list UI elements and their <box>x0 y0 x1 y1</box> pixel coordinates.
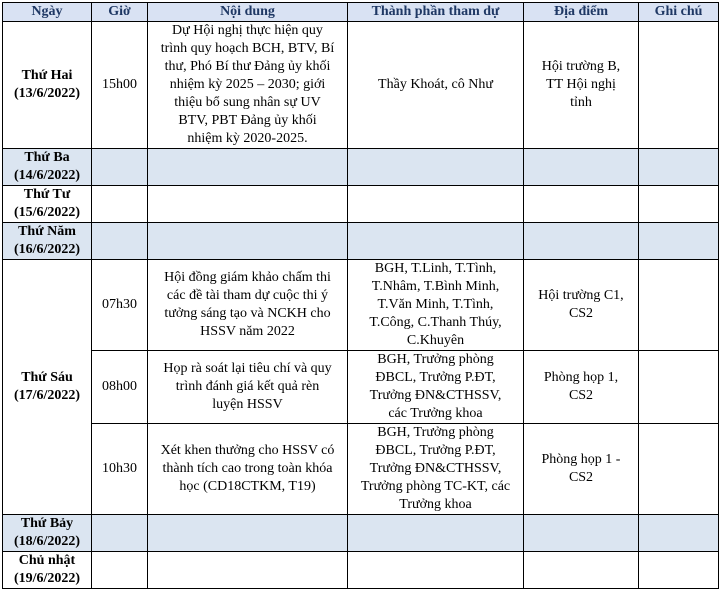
note-cell <box>639 260 719 351</box>
day-cell <box>3 223 92 260</box>
location-text: Phòng họp 1 - CS2 <box>541 452 621 485</box>
note-cell <box>639 424 719 515</box>
empty-cell <box>348 149 524 186</box>
table-row <box>3 552 719 589</box>
table-row <box>3 149 719 186</box>
empty-cell <box>524 149 639 186</box>
header-content: Nội dung <box>148 3 348 22</box>
empty-cell <box>92 186 148 223</box>
weekly-schedule-table <box>2 2 719 589</box>
table-row <box>3 424 719 515</box>
day-name: Chủ nhật <box>18 553 76 568</box>
header-day: Ngày <box>3 3 92 22</box>
time-cell: 15h00 <box>92 22 148 149</box>
header-time: Giờ <box>92 3 148 22</box>
location-cell <box>524 424 639 515</box>
note-cell <box>639 22 719 149</box>
day-name: Thứ Ba <box>24 150 70 165</box>
day-date: (19/6/2022) <box>13 571 81 586</box>
table-row <box>3 260 719 351</box>
empty-cell <box>524 223 639 260</box>
content-cell <box>148 22 348 149</box>
content-cell <box>148 351 348 424</box>
day-name: Thứ Hai <box>21 68 73 83</box>
time-cell: 07h30 <box>92 260 148 351</box>
day-name: Thứ Sáu <box>21 370 73 385</box>
participants-cell <box>348 351 524 424</box>
empty-cell <box>148 552 348 589</box>
empty-cell <box>148 223 348 260</box>
day-date: (13/6/2022) <box>13 86 81 101</box>
empty-cell <box>639 223 719 260</box>
day-cell <box>3 149 92 186</box>
day-date: (16/6/2022) <box>13 242 81 257</box>
empty-cell <box>524 186 639 223</box>
empty-cell <box>92 149 148 186</box>
header-note: Ghi chú <box>639 3 719 22</box>
day-date: (18/6/2022) <box>13 534 81 549</box>
content-text: Hội đồng giám khảo chấm thi các đề tài tham dự cuộc thi ý tưởng sáng tạo và NCKH cho HSSV năm 2022 <box>164 270 331 339</box>
day-date: (15/6/2022) <box>13 205 81 220</box>
empty-cell <box>639 149 719 186</box>
empty-cell <box>524 552 639 589</box>
day-cell <box>3 260 92 515</box>
location-text: Phòng họp 1, CS2 <box>543 370 619 403</box>
day-cell <box>3 22 92 149</box>
location-cell <box>524 22 639 149</box>
note-cell <box>639 351 719 424</box>
empty-cell <box>92 552 148 589</box>
empty-cell <box>639 186 719 223</box>
empty-cell <box>524 515 639 552</box>
content-cell <box>148 260 348 351</box>
header-row <box>3 3 719 22</box>
empty-cell <box>148 149 348 186</box>
table-row <box>3 186 719 223</box>
empty-cell <box>348 552 524 589</box>
participants-text: BGH, T.Linh, T.Tình, T.Nhâm, T.Bình Minh, T.Văn Minh, T.Tình, T.Công, C.Thanh Thúy, C.Khuyên <box>369 261 502 348</box>
day-cell <box>3 186 92 223</box>
table-row <box>3 22 719 149</box>
participants-text: Thầy Khoát, cô Như <box>378 77 493 92</box>
day-cell <box>3 552 92 589</box>
day-date: (14/6/2022) <box>13 168 81 183</box>
empty-cell <box>348 515 524 552</box>
empty-cell <box>148 515 348 552</box>
day-date: (17/6/2022) <box>13 388 81 403</box>
header-location: Địa điểm <box>524 3 639 22</box>
content-text: Dự Hội nghị thực hiện quy trình quy hoạch BCH, BTV, Bí thư, Phó Bí thư Đảng ủy khối nhiệm kỳ 2025 – 2030; giới thiệu bổ sung nhân sự UV BTV, PBT Đảng ủy khối nhiệm kỳ 2020-2025. <box>160 23 335 146</box>
location-cell <box>524 260 639 351</box>
day-name: Thứ Tư <box>23 187 71 202</box>
time-cell: 10h30 <box>92 424 148 515</box>
content-text: Xét khen thưởng cho HSSV có thành tích cao trong toàn khóa học (CD18CTKM, T19) <box>160 443 335 494</box>
time-cell: 08h00 <box>92 351 148 424</box>
empty-cell <box>639 515 719 552</box>
header-participants: Thành phần tham dự <box>348 3 524 22</box>
day-name: Thứ Bảy <box>20 516 74 531</box>
location-cell <box>524 351 639 424</box>
day-name: Thứ Năm <box>18 224 76 239</box>
location-text: Hội trường B, TT Hội nghị tỉnh <box>541 59 621 110</box>
location-text: Hội trường C1, CS2 <box>538 288 624 321</box>
participants-cell <box>348 260 524 351</box>
table-row <box>3 223 719 260</box>
table-row <box>3 351 719 424</box>
empty-cell <box>348 186 524 223</box>
empty-cell <box>148 186 348 223</box>
participants-cell <box>348 424 524 515</box>
participants-cell <box>348 22 524 149</box>
participants-text: BGH, Trưởng phòng ĐBCL, Trưởng P.ĐT, Trưởng ĐN&CTHSSV, các Trưởng khoa <box>369 352 502 421</box>
participants-text: BGH, Trưởng phòng ĐBCL, Trưởng P.ĐT, Trưởng ĐN&CTHSSV, Trưởng phòng TC-KT, các Trưởng khoa <box>360 425 511 512</box>
content-text: Họp rà soát lại tiêu chí và quy trình đánh giá kết quả rèn luyện HSSV <box>163 361 332 412</box>
empty-cell <box>92 223 148 260</box>
table-row <box>3 515 719 552</box>
content-cell <box>148 424 348 515</box>
day-cell <box>3 515 92 552</box>
empty-cell <box>348 223 524 260</box>
empty-cell <box>639 552 719 589</box>
empty-cell <box>92 515 148 552</box>
